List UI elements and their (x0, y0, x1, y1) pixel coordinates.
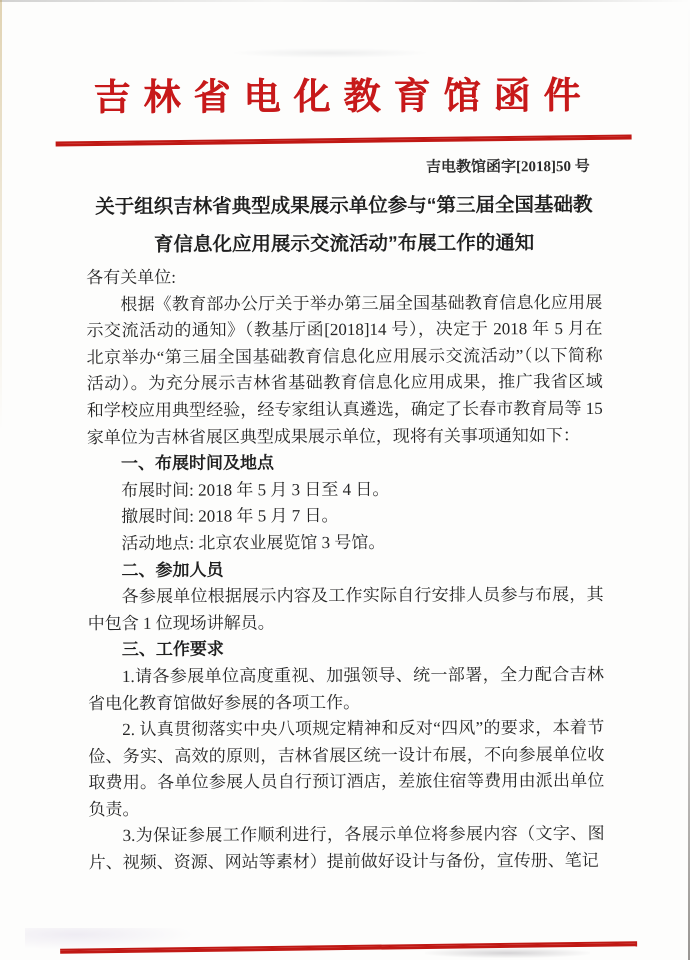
paragraph-requirement-1: 1.请各参展单位高度重视、加强领导、统一部署，全力配合吉林省电化教育馆做好参展的各项工作。 (88, 664, 604, 713)
scan-edge-top (0, 0, 690, 2)
line-teardown-time: 撤展时间: 2018 年 5 月 7 日。 (121, 506, 339, 527)
scan-artifact-top-ghost (230, 48, 430, 58)
letter-body (86, 263, 605, 877)
paragraph-participants: 各参展单位根据展示内容及工作实际自行安排人员参与布展，其中包含 1 位现场讲解员。 (87, 584, 604, 633)
letterhead-org-title: 吉林省电化教育馆函件 (93, 75, 594, 120)
scan-artifact-bottom-center-smudge (425, 948, 590, 958)
paragraph-requirement-2: 2. 认真贯彻落实中央八项规定精神和反对“四风”的要求，本着节俭、务实、高效的原则，吉林省展区统一设计布展，不向参展单位收取费用。各单位参展人员自行预订酒店，差旅住宿等费用由派出单位负责。 (88, 717, 605, 819)
letterhead-divider-rule (56, 134, 632, 146)
scan-artifact-bottom-left-smudge (25, 928, 195, 950)
notice-title (0, 185, 689, 264)
notice-title-line-1: 关于组织吉林省典型成果展示单位参与“第三届全国基础教 (95, 193, 593, 219)
paragraph-requirement-3: 3.为保证参展工作顺利进行，各展示单位将参展内容（文字、图片、视频、资源、网站等素材）提前做好设计与备份，宣传册、笔记 (88, 824, 605, 873)
line-setup-time: 布展时间: 2018 年 5 月 3 日至 4 日。 (121, 479, 390, 500)
line-venue: 活动地点: 北京农业展览馆 3 号馆。 (121, 532, 386, 553)
page-content (0, 72, 690, 960)
notice-title-line-2: 育信息化应用展示交流活动”布展工作的通知 (153, 232, 535, 256)
scan-edge-left (0, 0, 2, 432)
document-reference-number: 吉电教馆函字[2018]50 号 (425, 158, 590, 176)
section-heading-3: 三、工作要求 (121, 639, 224, 660)
salutation: 各有关单位: (86, 267, 176, 288)
paragraph-intro: 根据《教育部办公厅关于举办第三届全国基础教育信息化应用展示交流活动的通知》（教基厅函[2018]14 号），决定于 2018 年 5 月在北京举办“第三届全国基础教育信息化应用展示交流活动”（以下简称活动）。为充分展示吉林省基础教育信息化应用成果，推广我省区域和学校应用典型经验，经专家组认真遴选，确定了长春市教育局等 15 家单位为吉林省展区典型成果展示单位，现将有关事项通知如下： (86, 292, 603, 447)
section-heading-1: 一、布展时间及地点 (120, 453, 275, 474)
section-heading-2: 二、参加人员 (121, 560, 224, 580)
